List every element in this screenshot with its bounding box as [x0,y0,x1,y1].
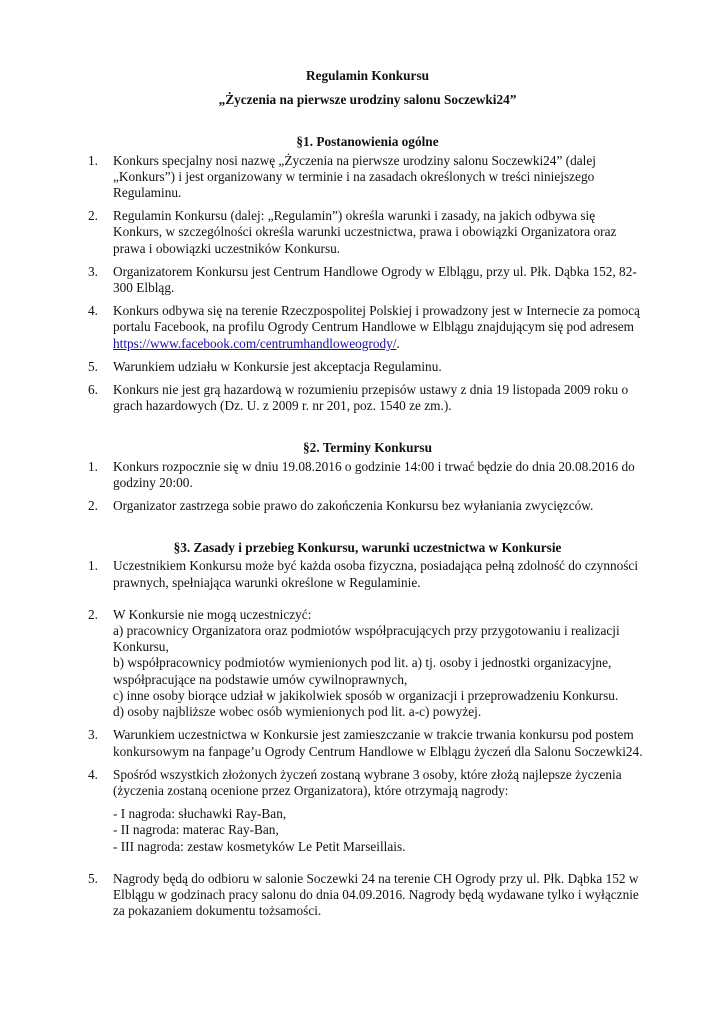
section-1-heading: §1. Postanowienia ogólne [296,134,439,150]
list-item [88,727,647,759]
item-number: 6. [88,382,98,398]
list-item [88,767,647,855]
list-item [88,153,647,202]
item-text-with-link [113,303,647,352]
prize-item: - III nagroda: zestaw kosmetyków Le Petit Marseillais. [113,838,406,854]
item-number: 4. [88,303,98,319]
exclusion-c: c) inne osoby biorące udział w jakikolwiek sposób w organizacji i przeprowadzeniu Konkursu. [113,687,619,703]
item-text-block [113,607,647,720]
item-text: Konkurs nie jest grą hazardową w rozumieniu przepisów ustawy z dnia 19 listopada 2009 roku o grach hazardowych (Dz. U. z 2009 r. nr 201, poz. 1540 ze zm.). [113,382,629,414]
item-text: Konkurs rozpocznie się w dniu 19.08.2016 o godzinie 14:00 i trwać będzie do dnia 20.08.2016 do godziny 20:00. [113,458,635,490]
prize-item: - II nagroda: materac Ray-Ban, [113,822,279,838]
list-item [88,264,647,296]
item-number: 1. [88,152,98,168]
item-text: Konkurs odbywa się na terenie Rzeczpospolitej Polskiej i prowadzony jest w Internecie za pomocą portalu Facebook, na profilu Ogrody Centrum Handlowe w Elblągu znajdującym się pod adresem [113,303,640,335]
item-text-block [113,767,647,855]
item-text: Uczestnikiem Konkursu może być każda osoba fizyczna, posiadająca pełną zdolność do czynności prawnych, spełniająca warunki określone w Regulaminie. [113,558,639,590]
item-text: Spośród wszystkich złożonych życzeń zostaną wybrane 3 osoby, które złożą najlepsze życzenia (życzenia zostaną ocenione przez Organizatora), które otrzymają nagrody: [113,766,622,798]
item-number: 5. [88,870,98,886]
prize-item: - I nagroda: słuchawki Ray-Ban, [113,806,287,822]
item-number: 3. [88,263,98,279]
item-text: Organizator zastrzega sobie prawo do zakończenia Konkursu bez wyłaniania zwycięzców. [113,498,594,514]
document-title: Regulamin Konkursu [305,68,430,83]
section-3-heading: §3. Zasady i przebieg Konkursu, warunki uczestnictwa w Konkursie [173,540,562,556]
item-number: 3. [88,727,98,743]
item-number: 2. [88,498,98,514]
list-item [88,303,647,352]
list-item [88,359,647,375]
item-number: 2. [88,606,98,622]
item-number: 1. [88,558,98,574]
list-item [88,208,647,257]
list-item [88,871,647,920]
item-text: Warunkiem udziału w Konkursie jest akceptacja Regulaminu. [113,358,442,374]
section-2-list [88,459,647,515]
list-item [88,607,647,720]
exclusion-d: d) osoby najbliższe wobec osób wymienionych pod lit. a-c) powyżej. [113,704,482,720]
section-1-list [88,153,647,415]
list-item [88,382,647,414]
item-number: 4. [88,766,98,782]
item-text-end: . [396,335,400,351]
item-number: 1. [88,458,98,474]
item-text: Organizatorem Konkursu jest Centrum Handlowe Ogrody w Elblągu, przy ul. Płk. Dąbka 152, 82-300 Elbląg. [113,263,637,296]
item-text: Regulamin Konkursu (dalej: „Regulamin”) określa warunki i zasady, na jakich odbywa się Konkurs, w szczególności określa warunki uczestnictwa, prawa i obowiązki Organizatora oraz prawa i obowiązki uczestników Konkursu. [113,208,617,256]
item-number: 5. [88,358,98,374]
section-3-list [88,558,647,919]
exclusion-intro: W Konkursie nie mogą uczestniczyć: [113,606,312,622]
list-item [88,558,647,590]
contest-name: „Życzenia na pierwsze urodziny salonu Soczewki24” [218,92,517,108]
exclusion-b: b) współpracownicy podmiotów wymienionych pod lit. a) tj. osoby i jednostki organizacyjne, współpracujące na podstawie umów cywilnoprawnych, [113,655,612,687]
exclusion-a: a) pracownicy Organizatora oraz podmiotów współpracujących przy przygotowaniu i realizacji Konkursu, [113,623,620,655]
prize-list [113,806,647,855]
list-item [88,459,647,491]
list-item [88,498,647,514]
item-text: Warunkiem uczestnictwa w Konkursie jest zamieszczanie w trakcie trwania konkursu pod postem konkursowym na fanpage’u Ogrody Centrum Handlowe w Elblągu życzeń dla Salonu Soczewki24. [113,727,643,759]
item-text: Nagrody będą do odbioru w salonie Soczewki 24 na terenie CH Ogrody przy ul. Płk. Dąbka 152 w Elblągu w godzinach pracy salonu do dnia 04.09.2016. Nagrody będą wydawane tylko i wyłącznie za pokazaniem dokumentu tożsamości. [113,870,639,919]
item-number: 2. [88,208,98,224]
section-2-heading: §2. Terminy Konkursu [303,440,432,456]
item-text: Konkurs specjalny nosi nazwę „Życzenia na pierwsze urodziny salonu Soczewki24” (dalej „Konkurs”) i jest organizowany w terminie i na zasadach określonych w treści niniejszego Regulaminu. [113,152,596,201]
facebook-profile-link[interactable]: https://www.facebook.com/centrumhandloweogrody/ [113,335,397,351]
